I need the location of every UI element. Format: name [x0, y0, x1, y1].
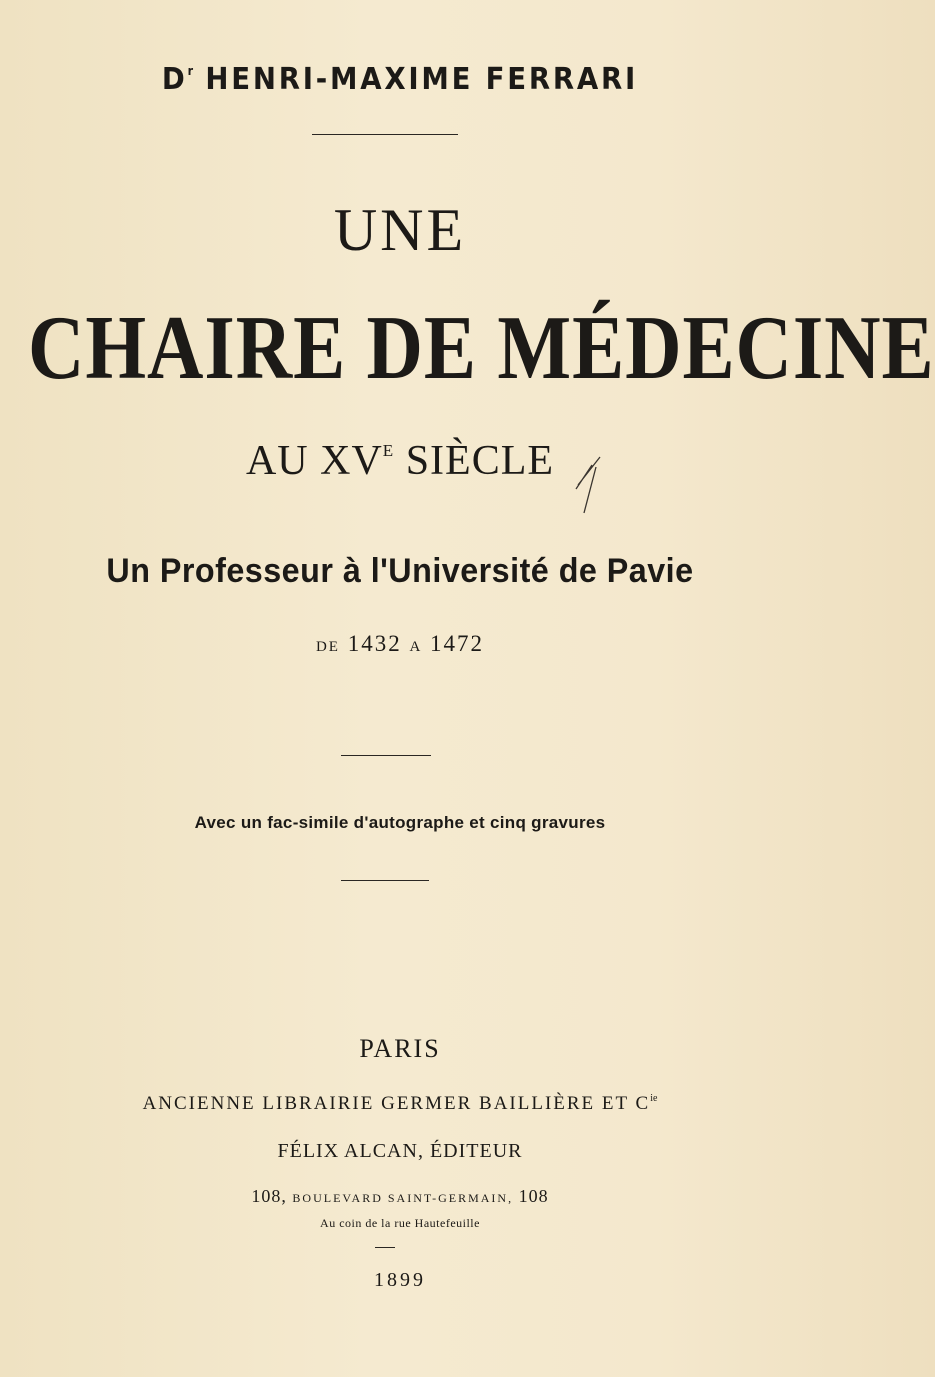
publisher-corner: Au coin de la rue Hautefeuille	[320, 1216, 480, 1230]
publication-year: 1899	[374, 1269, 426, 1291]
publisher-address: 108, BOULEVARD SAINT-GERMAIN, 108	[251, 1186, 549, 1206]
author-name	[32, 62, 768, 97]
dates-line: DE 1432 A 1472	[315, 631, 485, 656]
title-century: AU $XV^E$ SIÈCLE	[245, 438, 555, 484]
author-prefix: D	[161, 62, 188, 97]
top-divider	[312, 134, 458, 135]
author-fullname: HENRI-MAXIME FERRARI	[205, 62, 639, 97]
year-dash	[375, 1247, 395, 1248]
illustrations-note: Avec un fac-simile d'autographe et cinq gravures	[194, 813, 606, 832]
lower-divider	[341, 880, 429, 881]
subtitle: Un Professeur à l'Université de Pavie	[106, 552, 694, 590]
handwritten-mark	[570, 455, 610, 515]
author-prefix-sup: r	[187, 64, 194, 78]
publisher-editor: FÉLIX ALCAN, ÉDITEUR	[277, 1140, 523, 1162]
publisher-city: PARIS	[359, 1034, 441, 1063]
title-une: UNE	[333, 197, 467, 263]
title-main: CHAIRE DE MÉDECINE	[28, 298, 935, 399]
middle-divider	[341, 755, 431, 756]
publisher-library: ANCIENNE LIBRAIRIE GERMER BAILLIÈRE ET $C^{ie}$	[142, 1093, 658, 1114]
